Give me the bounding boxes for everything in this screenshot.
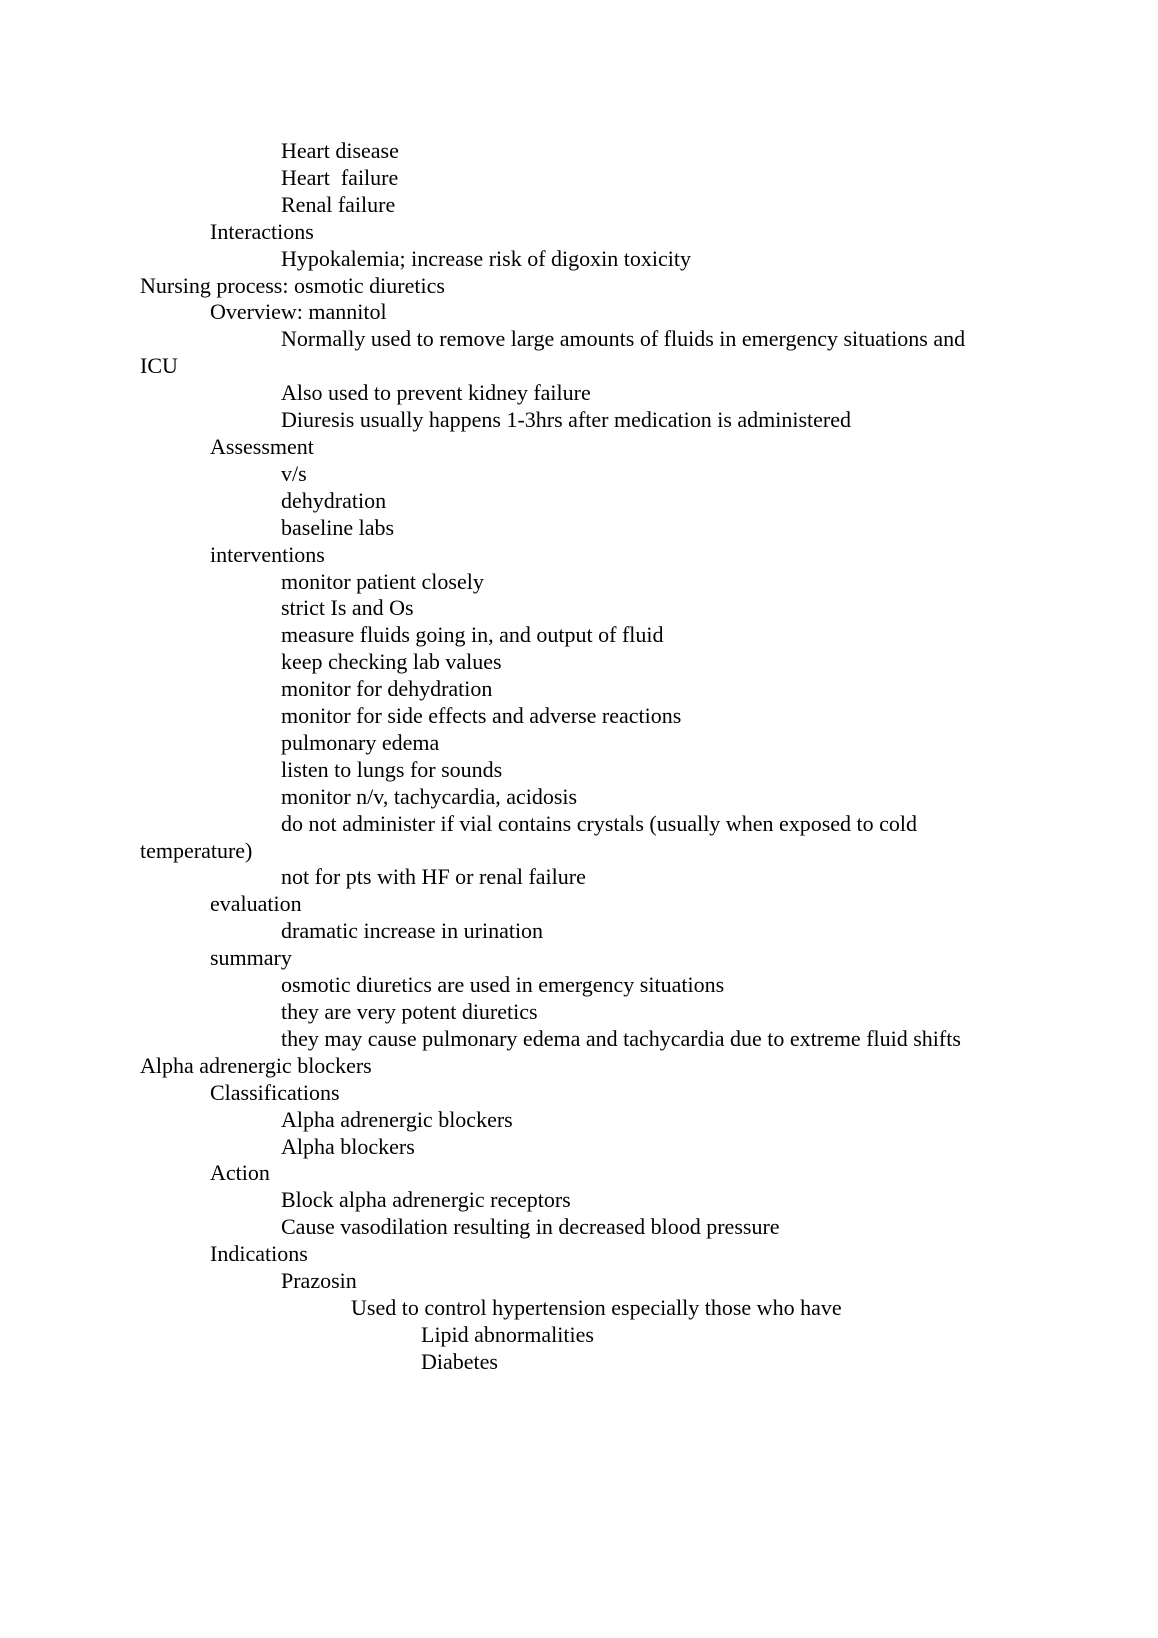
- outline-line-level-2: monitor patient closely: [281, 568, 484, 594]
- outline-line-level-2: monitor for dehydration: [281, 676, 493, 702]
- outline-line-level-1: Classifications: [210, 1079, 340, 1105]
- outline-line-level-2: not for pts with HF or renal failure: [281, 864, 586, 890]
- outline-line-level-2: Block alpha adrenergic receptors: [281, 1187, 571, 1213]
- outline-line-level-1: Interactions: [210, 218, 314, 244]
- outline-text: [140, 138, 1040, 1376]
- outline-line-level-2: v/s: [281, 460, 307, 486]
- outline-line-level-1: Assessment: [210, 433, 314, 459]
- outline-line-level-2: keep checking lab values: [281, 649, 502, 675]
- outline-line-level-1: Indications: [210, 1241, 308, 1267]
- outline-line-level-1: Overview: mannitol: [210, 299, 387, 325]
- outline-line-level-1: Action: [210, 1160, 270, 1186]
- outline-line-level-2: pulmonary edema: [281, 729, 440, 755]
- outline-line-level-0: temperature): [140, 837, 253, 863]
- outline-line-level-2: Hypokalemia; increase risk of digoxin toxicity: [281, 245, 691, 271]
- outline-line-level-2: Diuresis usually happens 1-3hrs after medication is administered: [281, 407, 852, 433]
- outline-line-level-2: Cause vasodilation resulting in decreased blood pressure: [281, 1214, 780, 1240]
- outline-line-level-0: ICU: [140, 353, 178, 379]
- outline-line-level-4: Lipid abnormalities: [421, 1321, 594, 1347]
- outline-line-level-3: Used to control hypertension especially those who have: [351, 1294, 842, 1320]
- outline-line-level-1: evaluation: [210, 891, 302, 917]
- outline-line-level-2: they may cause pulmonary edema and tachycardia due to extreme fluid shifts: [281, 1025, 961, 1051]
- outline-line-level-2: monitor for side effects and adverse reactions: [281, 703, 682, 729]
- outline-line-level-2: Heart disease: [281, 138, 399, 163]
- outline-line-level-2: they are very potent diuretics: [281, 999, 538, 1024]
- outline-line-level-2: Heart failure: [281, 164, 399, 190]
- outline-line-level-2: Alpha adrenergic blockers: [281, 1106, 513, 1132]
- outline-line-level-2: do not administer if vial contains crystals (usually when exposed to cold: [281, 810, 918, 836]
- outline-line-level-2: dramatic increase in urination: [281, 918, 544, 944]
- outline-line-level-2: Alpha blockers: [281, 1133, 415, 1159]
- outline-line-level-2: osmotic diuretics are used in emergency situations: [281, 972, 725, 998]
- outline-line-level-2: strict Is and Os: [281, 595, 414, 621]
- outline-line-level-1: summary: [210, 945, 292, 971]
- outline-line-level-0: Alpha adrenergic blockers: [140, 1052, 372, 1078]
- outline-line-level-2: baseline labs: [281, 514, 395, 540]
- outline-line-level-2: Normally used to remove large amounts of fluids in emergency situations and: [281, 326, 966, 352]
- outline-line-level-2: Prazosin: [281, 1268, 357, 1294]
- outline-line-level-2: dehydration: [281, 487, 387, 513]
- outline-line-level-0: Nursing process: osmotic diuretics: [140, 272, 445, 298]
- outline-line-level-2: Renal failure: [281, 191, 396, 217]
- outline-line-level-2: measure fluids going in, and output of fluid: [281, 622, 664, 648]
- outline-line-level-4: Diabetes: [421, 1348, 498, 1374]
- outline-line-level-2: Also used to prevent kidney failure: [281, 380, 591, 406]
- outline-line-level-1: interventions: [210, 541, 325, 567]
- outline-line-level-2: listen to lungs for sounds: [281, 756, 503, 782]
- outline-line-level-2: monitor n/v, tachycardia, acidosis: [281, 783, 578, 809]
